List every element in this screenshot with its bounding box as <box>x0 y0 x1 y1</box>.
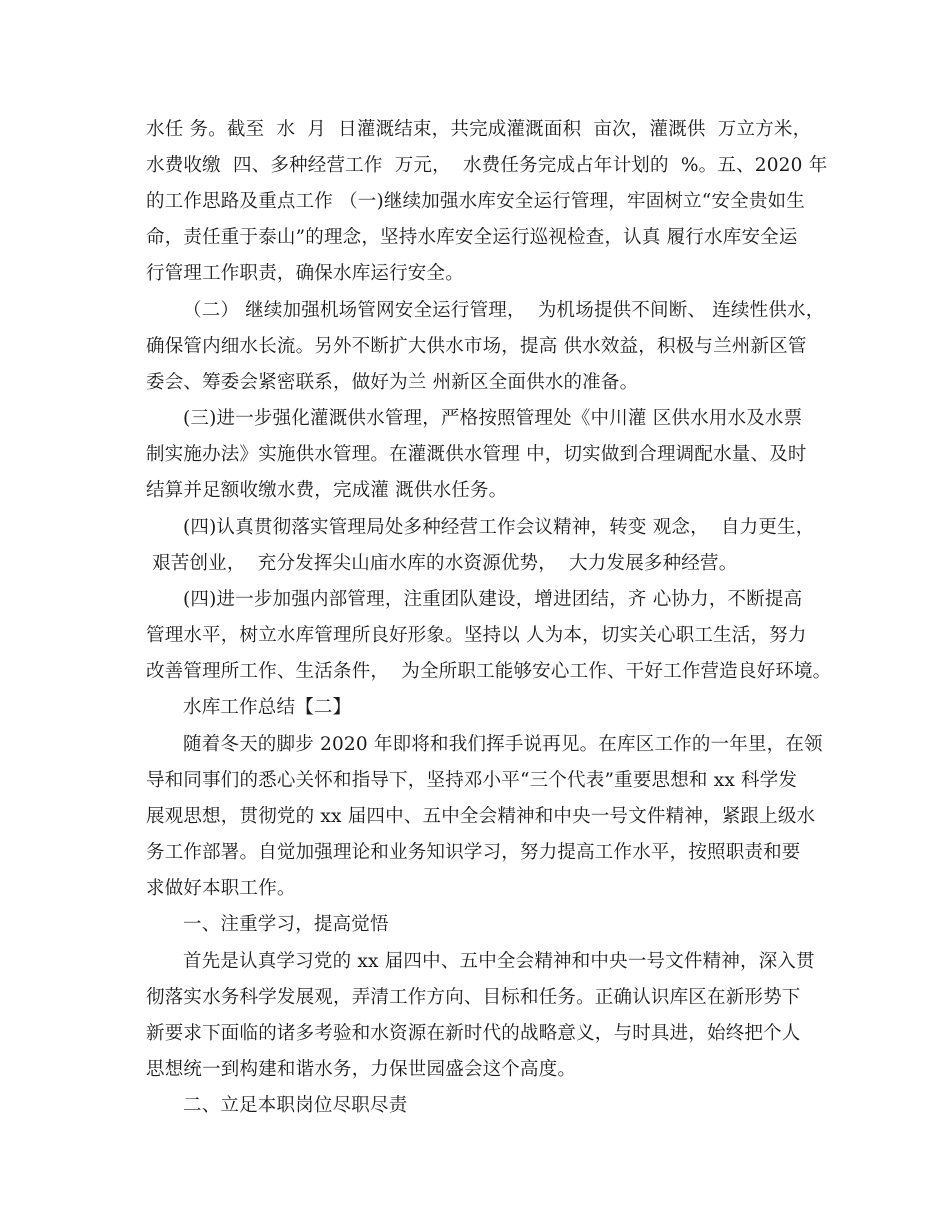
text-line: (四)认真贯彻落实管理局处多种经营工作会议精神，转变 观念， 自力更生， <box>183 517 815 538</box>
text-line: 的工作思路及重点工作 （一)继续加强水库安全运行管理，牢固树立“安全贵如生 <box>146 191 805 212</box>
text-line: 命，责任重于泰山”的理念，坚持水库安全运行巡视检查，认真 履行水库安全运 <box>146 227 798 248</box>
text-line: (四)进一步加强内部管理，注重团队建设，增进团结，齐 心协力，不断提高 <box>183 589 803 610</box>
section-heading: 二、立足本职岗位尽职尽责 <box>183 1095 408 1116</box>
text-line: 管理水平，树立水库管理所良好形象。坚持以 人为本，切实关心职工生活，努力 <box>146 625 807 646</box>
text-line: 求做好本职工作。 <box>146 878 296 899</box>
text-line: 水任 务。截至 水 月 日灌溉结束，共完成灌溉面积 亩次，灌溉供 万立方米， <box>146 119 812 140</box>
text-line: 水费收缴 四、多种经营工作 万元， 水费任务完成占年计划的 %。五、2020 年 <box>146 155 828 176</box>
text-line: 确保管内细水长流。另外不断扩大供水市场，提高 供水效益，积极与兰州新区管 <box>146 336 807 357</box>
section-heading: 水库工作总结【二】 <box>183 697 352 718</box>
section-heading: 一、注重学习，提高觉悟 <box>183 914 389 935</box>
text-line: 结算并足额收缴水费，完成灌 溉供水任务。 <box>146 480 508 501</box>
text-line: 行管理工作职责，确保水库运行安全。 <box>146 263 464 284</box>
text-line: (三)进一步强化灌溉供水管理，严格按照管理处《中川灌 区供水用水及水票 <box>183 408 803 429</box>
text-line: 新要求下面临的诸多考验和水资源在新时代的战略意义，与时具进，始终把个人 <box>146 1023 801 1044</box>
text-line: 务工作部署。自觉加强理论和业务知识学习，努力提高工作水平，按照职责和要 <box>146 842 801 863</box>
text-line: 导和同事们的悉心关怀和指导下，坚持邓小平“三个代表”重要思想和 xx 科学发 <box>146 770 798 791</box>
text-line: 思想统一到构建和谐水务，力保世园盛会这个高度。 <box>146 1059 577 1080</box>
text-line: 艰苦创业， 充分发挥尖山庙水库的水资源优势， 大力发展多种经营。 <box>146 553 738 574</box>
text-line: （二） 继续加强机场管网安全运行管理， 为机场提供不间断、 连续性供水， <box>183 300 825 321</box>
text-line: 委会、筹委会紧密联系，做好为兰 州新区全面供水的准备。 <box>146 372 639 393</box>
text-line: 首先是认真学习党的 xx 届四中、五中全会精神和中央一号文件精神，深入贯 <box>183 951 815 972</box>
text-line: 制实施办法》实施供水管理。在灌溉供水管理 中，切实做到合理调配水量、及时 <box>146 444 807 465</box>
text-line: 彻落实水务科学发展观，弄清工作方向、目标和任务。正确认识库区在新形势下 <box>146 987 801 1008</box>
text-line: 改善管理所工作、生活条件， 为全所职工能够安心工作、干好工作营造良好环境。 <box>146 661 832 682</box>
text-line: 随着冬天的脚步 2020 年即将和我们挥手说再见。在库区工作的一年里，在领 <box>183 734 823 755</box>
text-line: 展观思想，贯彻党的 xx 届四中、五中全会精神和中央一号文件精神，紧跟上级水 <box>146 806 816 827</box>
